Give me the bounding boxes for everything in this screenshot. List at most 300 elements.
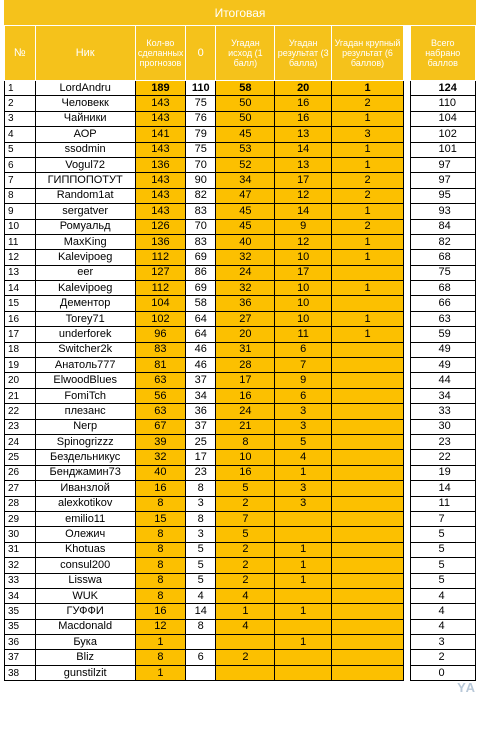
cell-outcome: 24 [216, 404, 275, 419]
cell-predictions: 102 [135, 311, 185, 326]
cell-nick: FomiTch [35, 388, 135, 403]
cell-nick: alexkotikov [35, 496, 135, 511]
cell-outcome: 36 [216, 296, 275, 311]
table-row [5, 388, 476, 403]
table-row [5, 450, 476, 465]
cell-total: 93 [410, 204, 475, 219]
cell-zero: 8 [185, 619, 216, 634]
cell-big-result [332, 465, 404, 480]
header-total: Всего набрано баллов [410, 26, 475, 81]
cell-result: 12 [275, 188, 332, 203]
header-result: Угадан результат (3 балла) [275, 26, 332, 81]
cell-outcome: 5 [216, 481, 275, 496]
cell-big-result [332, 511, 404, 526]
cell-nick: ssodmin [35, 142, 135, 157]
cell-big-result [332, 265, 404, 280]
cell-rank: 24 [5, 434, 36, 449]
cell-outcome: 17 [216, 373, 275, 388]
sheet-title: Итоговая [4, 0, 476, 25]
cell-total: 22 [410, 450, 475, 465]
cell-big-result: 1 [332, 234, 404, 249]
cell-nick: Иванзлой [35, 481, 135, 496]
cell-outcome: 53 [216, 142, 275, 157]
header-row [5, 26, 476, 81]
cell-nick: Дементор [35, 296, 135, 311]
cell-outcome: 2 [216, 496, 275, 511]
cell-total: 14 [410, 481, 475, 496]
table-row [5, 265, 476, 280]
cell-nick: MaxKing [35, 234, 135, 249]
table-row [5, 142, 476, 157]
cell-nick: Чайники [35, 111, 135, 126]
watermark: YA [457, 680, 476, 695]
cell-predictions: 136 [135, 234, 185, 249]
cell-nick: Бездельникус [35, 450, 135, 465]
cell-outcome: 10 [216, 450, 275, 465]
cell-rank: 9 [5, 204, 36, 219]
table-row [5, 111, 476, 126]
cell-predictions: 63 [135, 404, 185, 419]
cell-rank: 25 [5, 450, 36, 465]
cell-zero: 14 [185, 604, 216, 619]
table-row [5, 635, 476, 650]
cell-total: 63 [410, 311, 475, 326]
cell-result: 10 [275, 250, 332, 265]
cell-result: 1 [275, 604, 332, 619]
cell-nick: Nerp [35, 419, 135, 434]
cell-rank: 4 [5, 127, 36, 142]
table-row [5, 558, 476, 573]
cell-zero: 110 [185, 81, 216, 96]
cell-big-result: 1 [332, 157, 404, 172]
cell-outcome: 16 [216, 465, 275, 480]
header-big-result: Угадан крупный результат (6 баллов) [332, 26, 404, 81]
header-zero: 0 [185, 26, 216, 81]
table-row [5, 588, 476, 603]
cell-rank: 3 [5, 111, 36, 126]
cell-outcome: 2 [216, 558, 275, 573]
cell-total: 104 [410, 111, 475, 126]
cell-predictions: 1 [135, 665, 185, 680]
cell-predictions: 143 [135, 188, 185, 203]
cell-rank: 8 [5, 188, 36, 203]
cell-zero: 58 [185, 296, 216, 311]
cell-total: 5 [410, 542, 475, 557]
table-row [5, 296, 476, 311]
cell-rank: 11 [5, 234, 36, 249]
cell-zero: 23 [185, 465, 216, 480]
cell-nick: Олежич [35, 527, 135, 542]
cell-rank: 38 [5, 665, 36, 680]
cell-zero: 64 [185, 327, 216, 342]
cell-result: 12 [275, 234, 332, 249]
cell-result: 1 [275, 635, 332, 650]
cell-total: 4 [410, 619, 475, 634]
table-row [5, 250, 476, 265]
cell-result: 5 [275, 434, 332, 449]
cell-result: 9 [275, 373, 332, 388]
cell-predictions: 112 [135, 250, 185, 265]
table-row [5, 157, 476, 172]
cell-zero: 3 [185, 496, 216, 511]
cell-total: 84 [410, 219, 475, 234]
cell-big-result [332, 404, 404, 419]
cell-predictions: 126 [135, 219, 185, 234]
cell-big-result: 3 [332, 127, 404, 142]
cell-result: 20 [275, 81, 332, 96]
cell-big-result [332, 450, 404, 465]
cell-zero: 86 [185, 265, 216, 280]
cell-big-result: 1 [332, 142, 404, 157]
cell-outcome: 8 [216, 434, 275, 449]
cell-outcome: 50 [216, 96, 275, 111]
cell-nick: Анатоль777 [35, 358, 135, 373]
cell-rank: 31 [5, 542, 36, 557]
cell-predictions: 8 [135, 558, 185, 573]
cell-predictions: 8 [135, 573, 185, 588]
cell-rank: 22 [5, 404, 36, 419]
cell-big-result [332, 573, 404, 588]
cell-big-result: 1 [332, 311, 404, 326]
cell-total: 4 [410, 604, 475, 619]
cell-zero: 75 [185, 96, 216, 111]
cell-big-result [332, 527, 404, 542]
table-row [5, 650, 476, 665]
cell-total: 49 [410, 358, 475, 373]
cell-total: 19 [410, 465, 475, 480]
table-row [5, 81, 476, 96]
header-num: № [5, 26, 36, 81]
cell-outcome: 52 [216, 157, 275, 172]
cell-outcome: 20 [216, 327, 275, 342]
cell-outcome: 24 [216, 265, 275, 280]
cell-predictions: 141 [135, 127, 185, 142]
cell-nick: Бука [35, 635, 135, 650]
cell-rank: 26 [5, 465, 36, 480]
cell-total: 102 [410, 127, 475, 142]
cell-predictions: 32 [135, 450, 185, 465]
cell-zero: 64 [185, 311, 216, 326]
cell-big-result: 2 [332, 219, 404, 234]
cell-zero [185, 635, 216, 650]
cell-result [275, 619, 332, 634]
cell-outcome: 50 [216, 111, 275, 126]
cell-nick: Kalevipoeg [35, 250, 135, 265]
table-row [5, 481, 476, 496]
cell-zero: 79 [185, 127, 216, 142]
cell-outcome: 4 [216, 588, 275, 603]
cell-zero: 6 [185, 650, 216, 665]
cell-predictions: 8 [135, 496, 185, 511]
cell-result: 10 [275, 311, 332, 326]
cell-zero: 82 [185, 188, 216, 203]
cell-predictions: 143 [135, 173, 185, 188]
cell-nick: consul200 [35, 558, 135, 573]
cell-outcome: 31 [216, 342, 275, 357]
cell-result: 13 [275, 157, 332, 172]
cell-big-result [332, 542, 404, 557]
cell-nick: WUK [35, 588, 135, 603]
cell-outcome: 45 [216, 219, 275, 234]
cell-result [275, 665, 332, 680]
cell-big-result [332, 342, 404, 357]
cell-rank: 14 [5, 281, 36, 296]
cell-nick: Torey71 [35, 311, 135, 326]
cell-predictions: 96 [135, 327, 185, 342]
cell-rank: 16 [5, 311, 36, 326]
cell-nick: LordAndru [35, 81, 135, 96]
cell-total: 5 [410, 573, 475, 588]
cell-rank: 21 [5, 388, 36, 403]
cell-result [275, 650, 332, 665]
cell-result: 14 [275, 204, 332, 219]
table-row [5, 542, 476, 557]
cell-big-result: 1 [332, 81, 404, 96]
cell-big-result: 2 [332, 188, 404, 203]
cell-predictions: 16 [135, 481, 185, 496]
cell-zero: 76 [185, 111, 216, 126]
cell-predictions: 136 [135, 157, 185, 172]
cell-zero: 37 [185, 419, 216, 434]
cell-outcome: 40 [216, 234, 275, 249]
cell-result: 3 [275, 419, 332, 434]
cell-result: 3 [275, 496, 332, 511]
table-row [5, 234, 476, 249]
cell-big-result: 1 [332, 250, 404, 265]
table-row [5, 96, 476, 111]
cell-big-result: 2 [332, 173, 404, 188]
cell-predictions: 83 [135, 342, 185, 357]
cell-predictions: 189 [135, 81, 185, 96]
cell-zero: 4 [185, 588, 216, 603]
cell-result: 1 [275, 558, 332, 573]
cell-zero: 90 [185, 173, 216, 188]
cell-nick: Khotuas [35, 542, 135, 557]
cell-result [275, 511, 332, 526]
cell-nick: ГУФФИ [35, 604, 135, 619]
cell-total: 30 [410, 419, 475, 434]
cell-total: 59 [410, 327, 475, 342]
cell-nick: Random1at [35, 188, 135, 203]
cell-outcome: 2 [216, 542, 275, 557]
cell-predictions: 8 [135, 588, 185, 603]
cell-total: 7 [410, 511, 475, 526]
cell-outcome: 5 [216, 527, 275, 542]
cell-big-result: 2 [332, 96, 404, 111]
cell-rank: 37 [5, 650, 36, 665]
cell-zero: 46 [185, 342, 216, 357]
cell-predictions: 56 [135, 388, 185, 403]
cell-result: 16 [275, 96, 332, 111]
cell-result [275, 588, 332, 603]
cell-zero: 8 [185, 481, 216, 496]
cell-total: 33 [410, 404, 475, 419]
table-row [5, 358, 476, 373]
cell-result: 14 [275, 142, 332, 157]
cell-outcome: 7 [216, 511, 275, 526]
cell-predictions: 16 [135, 604, 185, 619]
cell-predictions: 39 [135, 434, 185, 449]
cell-total: 44 [410, 373, 475, 388]
cell-rank: 27 [5, 481, 36, 496]
cell-big-result [332, 481, 404, 496]
cell-zero: 34 [185, 388, 216, 403]
cell-zero: 46 [185, 358, 216, 373]
cell-big-result: 1 [332, 327, 404, 342]
cell-zero: 83 [185, 204, 216, 219]
cell-nick: eer [35, 265, 135, 280]
cell-outcome: 47 [216, 188, 275, 203]
cell-result: 6 [275, 388, 332, 403]
cell-nick: sergatver [35, 204, 135, 219]
table-row [5, 204, 476, 219]
cell-result: 1 [275, 542, 332, 557]
cell-nick: Spinogrizzz [35, 434, 135, 449]
table-row [5, 527, 476, 542]
table-row [5, 419, 476, 434]
cell-rank: 7 [5, 173, 36, 188]
cell-rank: 20 [5, 373, 36, 388]
cell-predictions: 8 [135, 527, 185, 542]
cell-rank: 12 [5, 250, 36, 265]
table-row [5, 665, 476, 680]
header-predictions: Кол-во сделанных прогнозов [135, 26, 185, 81]
cell-outcome: 1 [216, 604, 275, 619]
cell-predictions: 1 [135, 635, 185, 650]
table-row [5, 496, 476, 511]
cell-total: 3 [410, 635, 475, 650]
cell-big-result: 1 [332, 204, 404, 219]
cell-predictions: 81 [135, 358, 185, 373]
cell-rank: 32 [5, 558, 36, 573]
cell-outcome: 2 [216, 573, 275, 588]
cell-total: 0 [410, 665, 475, 680]
cell-nick: gunstilzit [35, 665, 135, 680]
cell-total: 11 [410, 496, 475, 511]
cell-result: 17 [275, 265, 332, 280]
cell-outcome: 32 [216, 250, 275, 265]
cell-nick: Человекк [35, 96, 135, 111]
cell-predictions: 67 [135, 419, 185, 434]
cell-big-result [332, 388, 404, 403]
cell-total: 5 [410, 558, 475, 573]
cell-total: 75 [410, 265, 475, 280]
header-outcome: Угадан исход (1 балл) [216, 26, 275, 81]
cell-outcome [216, 665, 275, 680]
cell-total: 110 [410, 96, 475, 111]
cell-total: 95 [410, 188, 475, 203]
results-sheet [4, 0, 476, 695]
cell-nick: АОР [35, 127, 135, 142]
table-row [5, 327, 476, 342]
cell-total: 101 [410, 142, 475, 157]
cell-rank: 28 [5, 496, 36, 511]
cell-total: 23 [410, 434, 475, 449]
cell-zero: 69 [185, 250, 216, 265]
table-row [5, 373, 476, 388]
cell-big-result [332, 434, 404, 449]
cell-zero: 17 [185, 450, 216, 465]
cell-rank: 2 [5, 96, 36, 111]
cell-result: 3 [275, 481, 332, 496]
cell-outcome: 27 [216, 311, 275, 326]
cell-nick: Vogul72 [35, 157, 135, 172]
cell-rank: 1 [5, 81, 36, 96]
cell-predictions: 8 [135, 650, 185, 665]
table-row [5, 434, 476, 449]
cell-zero: 5 [185, 558, 216, 573]
cell-predictions: 143 [135, 142, 185, 157]
header-nick: Ник [35, 26, 135, 81]
cell-rank: 10 [5, 219, 36, 234]
cell-nick: плезанс [35, 404, 135, 419]
table-row [5, 127, 476, 142]
cell-outcome: 45 [216, 204, 275, 219]
cell-outcome: 16 [216, 388, 275, 403]
cell-total: 97 [410, 173, 475, 188]
cell-result: 11 [275, 327, 332, 342]
cell-total: 49 [410, 342, 475, 357]
cell-nick: Switcher2k [35, 342, 135, 357]
cell-predictions: 40 [135, 465, 185, 480]
cell-big-result [332, 373, 404, 388]
cell-rank: 35 [5, 604, 36, 619]
cell-total: 66 [410, 296, 475, 311]
cell-predictions: 12 [135, 619, 185, 634]
cell-result: 16 [275, 111, 332, 126]
cell-rank: 18 [5, 342, 36, 357]
cell-result: 3 [275, 404, 332, 419]
cell-predictions: 104 [135, 296, 185, 311]
cell-big-result [332, 650, 404, 665]
cell-big-result [332, 604, 404, 619]
results-table [4, 25, 476, 681]
cell-outcome: 34 [216, 173, 275, 188]
cell-total: 124 [410, 81, 475, 96]
table-row [5, 465, 476, 480]
results-body [5, 81, 476, 681]
cell-zero: 83 [185, 234, 216, 249]
cell-result: 7 [275, 358, 332, 373]
cell-total: 82 [410, 234, 475, 249]
cell-rank: 34 [5, 588, 36, 603]
cell-result: 4 [275, 450, 332, 465]
table-row [5, 188, 476, 203]
cell-result: 13 [275, 127, 332, 142]
cell-predictions: 63 [135, 373, 185, 388]
cell-predictions: 143 [135, 111, 185, 126]
cell-total: 2 [410, 650, 475, 665]
cell-zero: 5 [185, 573, 216, 588]
table-row [5, 342, 476, 357]
cell-result: 10 [275, 281, 332, 296]
cell-nick: emilio11 [35, 511, 135, 526]
cell-rank: 29 [5, 511, 36, 526]
table-row [5, 604, 476, 619]
cell-big-result [332, 419, 404, 434]
cell-zero: 37 [185, 373, 216, 388]
cell-result: 6 [275, 342, 332, 357]
table-row [5, 281, 476, 296]
cell-rank: 6 [5, 157, 36, 172]
table-row [5, 404, 476, 419]
cell-nick: Lisswa [35, 573, 135, 588]
cell-result: 17 [275, 173, 332, 188]
cell-big-result [332, 619, 404, 634]
cell-rank: 15 [5, 296, 36, 311]
cell-result: 1 [275, 465, 332, 480]
table-row [5, 173, 476, 188]
